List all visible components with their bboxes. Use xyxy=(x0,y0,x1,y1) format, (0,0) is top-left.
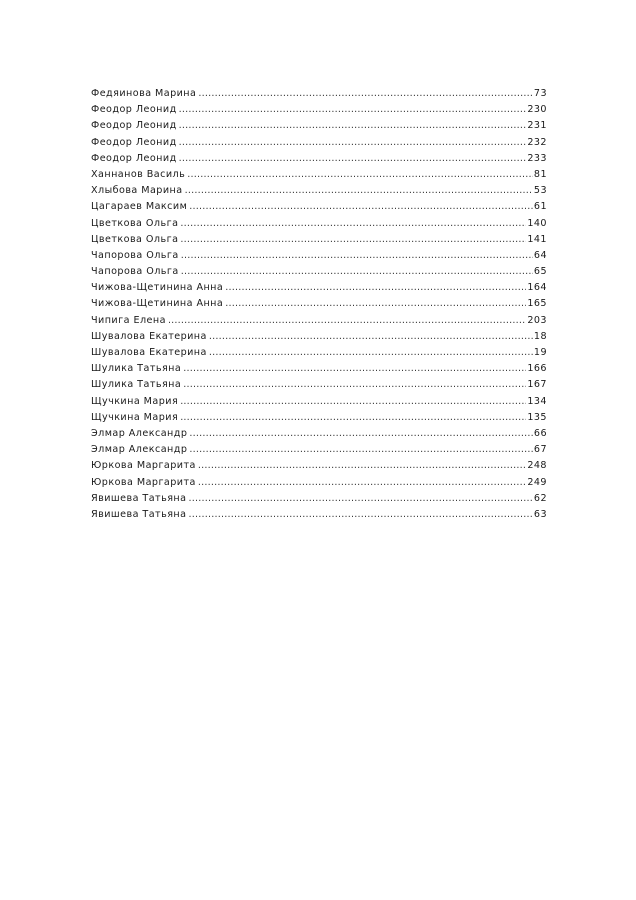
dot-leader xyxy=(189,426,533,442)
dot-leader xyxy=(181,264,533,280)
index-entry xyxy=(91,410,547,426)
entry-author-name: Элмар Александр xyxy=(91,444,188,456)
entry-author-name: Цветкова Ольга xyxy=(91,217,179,229)
entry-page-number: 164 xyxy=(527,282,547,294)
dot-leader xyxy=(183,377,526,393)
index-entry xyxy=(91,345,547,361)
entry-author-name: Щучкина Мария xyxy=(91,411,179,423)
entry-author-name: Явишева Татьяна xyxy=(91,508,187,520)
entry-author-name: Явишева Татьяна xyxy=(91,492,187,504)
index-entry xyxy=(91,296,547,312)
dot-leader xyxy=(179,135,527,151)
entry-author-name: Чапорова Ольга xyxy=(91,249,179,261)
dot-leader xyxy=(180,232,526,248)
index-entry xyxy=(91,507,547,523)
entry-page-number: 62 xyxy=(533,492,547,504)
entry-page-number: 233 xyxy=(527,152,547,164)
entry-page-number: 231 xyxy=(527,120,547,132)
entry-author-name: Чижова-Щетинина Анна xyxy=(91,282,224,294)
entry-page-number: 81 xyxy=(533,168,547,180)
index-entry xyxy=(91,199,547,215)
entry-author-name: Юркова Маргарита xyxy=(91,460,196,472)
entry-author-name: Шувалова Екатерина xyxy=(91,347,207,358)
dot-leader xyxy=(188,507,532,523)
entry-page-number: 248 xyxy=(527,460,547,472)
dot-leader xyxy=(209,329,533,345)
index-entry xyxy=(91,475,547,491)
entry-page-number: 66 xyxy=(533,427,547,439)
entry-author-name: Феодор Леонид xyxy=(91,104,177,116)
entry-author-name: Хлыбова Марина xyxy=(91,185,183,197)
entry-page-number: 67 xyxy=(533,444,547,456)
dot-leader xyxy=(168,313,526,329)
index-entry xyxy=(91,377,547,393)
dot-leader xyxy=(225,280,526,296)
entry-author-name: Феодор Леонид xyxy=(91,136,177,148)
index-entry xyxy=(91,361,547,377)
entry-author-name: Шулика Татьяна xyxy=(91,379,182,391)
dot-leader xyxy=(180,394,526,410)
entry-page-number: 232 xyxy=(527,136,547,148)
dot-leader xyxy=(181,248,533,264)
entry-author-name: Феодор Леонид xyxy=(91,120,177,132)
entry-author-name: Щучкина Мария xyxy=(91,395,179,407)
entry-author-name: Шулика Татьяна xyxy=(91,363,182,375)
entry-author-name: Цагараев Максим xyxy=(91,201,188,213)
dot-leader xyxy=(179,151,527,167)
index-entry xyxy=(91,118,547,134)
dot-leader xyxy=(187,167,533,183)
index-entry xyxy=(91,442,547,458)
author-index-list xyxy=(91,86,547,523)
entry-author-name: Элмар Александр xyxy=(91,427,188,439)
dot-leader xyxy=(188,491,532,507)
index-entry xyxy=(91,86,547,102)
dot-leader xyxy=(179,118,527,134)
index-entry xyxy=(91,426,547,442)
entry-page-number: 61 xyxy=(533,201,547,213)
entry-author-name: Шувалова Екатерина xyxy=(91,330,207,342)
dot-leader xyxy=(225,296,526,312)
dot-leader xyxy=(209,345,533,361)
entry-author-name: Федяинова Марина xyxy=(91,88,197,99)
entry-page-number: 73 xyxy=(533,88,547,99)
dot-leader xyxy=(198,86,533,102)
index-entry xyxy=(91,167,547,183)
entry-page-number: 203 xyxy=(527,314,547,326)
entry-page-number: 230 xyxy=(527,104,547,116)
entry-page-number: 135 xyxy=(527,411,547,423)
entry-page-number: 141 xyxy=(527,233,547,245)
dot-leader xyxy=(198,458,526,474)
dot-leader xyxy=(180,410,526,426)
index-entry xyxy=(91,216,547,232)
dot-leader xyxy=(183,361,526,377)
entry-author-name: Чипига Елена xyxy=(91,314,166,326)
index-entry xyxy=(91,280,547,296)
entry-author-name: Юркова Маргарита xyxy=(91,476,196,488)
entry-page-number: 63 xyxy=(533,508,547,520)
entry-author-name: Чижова-Щетинина Анна xyxy=(91,298,224,310)
index-entry xyxy=(91,102,547,118)
index-entry xyxy=(91,183,547,199)
dot-leader xyxy=(189,442,533,458)
dot-leader xyxy=(180,216,526,232)
entry-author-name: Ханнанов Василь xyxy=(91,168,186,180)
entry-author-name: Цветкова Ольга xyxy=(91,233,179,245)
index-entry xyxy=(91,248,547,264)
entry-page-number: 65 xyxy=(533,266,547,278)
dot-leader xyxy=(198,475,526,491)
entry-page-number: 53 xyxy=(533,185,547,197)
index-entry xyxy=(91,394,547,410)
index-entry xyxy=(91,135,547,151)
entry-page-number: 249 xyxy=(527,476,547,488)
dot-leader xyxy=(185,183,533,199)
index-entry xyxy=(91,458,547,474)
entry-page-number: 64 xyxy=(533,249,547,261)
entry-author-name: Феодор Леонид xyxy=(91,152,177,164)
index-entry xyxy=(91,313,547,329)
dot-leader xyxy=(189,199,533,215)
index-entry xyxy=(91,264,547,280)
index-entry xyxy=(91,491,547,507)
entry-page-number: 140 xyxy=(527,217,547,229)
index-entry xyxy=(91,151,547,167)
index-entry xyxy=(91,232,547,248)
entry-page-number: 167 xyxy=(527,379,547,391)
entry-page-number: 18 xyxy=(533,330,547,342)
index-entry xyxy=(91,329,547,345)
entry-page-number: 134 xyxy=(527,395,547,407)
entry-author-name: Чапорова Ольга xyxy=(91,266,179,278)
entry-page-number: 165 xyxy=(527,298,547,310)
entry-page-number: 166 xyxy=(527,363,547,375)
dot-leader xyxy=(179,102,527,118)
entry-page-number: 19 xyxy=(533,347,547,358)
